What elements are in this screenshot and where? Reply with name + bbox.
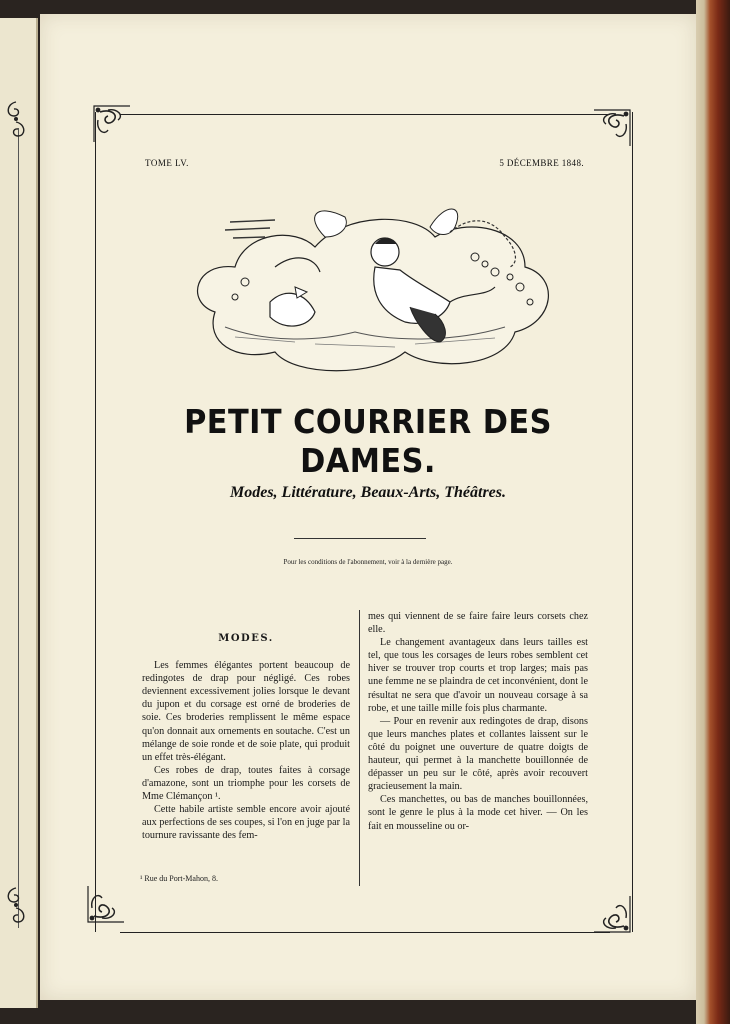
subscription-note: Pour les conditions de l'abonnement, voir à la dernière page. (283, 558, 453, 566)
section-title: MODES. (218, 633, 274, 644)
journal-title: PETIT COURRIER DES DAMES. (184, 402, 552, 480)
article-left-column (142, 614, 350, 842)
paragraph: Ces robes de drap, toutes faites à corsage d'amazone, sont un triomphe pour les corsets de Mme Clémançon ¹. (142, 764, 350, 803)
footnote: ¹ Rue du Port-Mahon, 8. (140, 874, 218, 883)
paragraph: Cette habile artiste semble encore avoir ajouté aux perfections de ses coupes, si l'on en juge par la tournure ravissante des fem- (142, 804, 350, 842)
previous-page-edge (0, 18, 38, 1008)
journal-page (40, 14, 696, 1000)
corner-ornament-icon (84, 882, 128, 926)
cherub-vignette-illustration (175, 192, 555, 382)
divider (294, 538, 426, 539)
paragraph: Les femmes élégantes portent beaucoup de redingotes de drap pour négligé. Ces robes deviennent excessivement jolies lorsque le devant du jupon et du corsage est orné de broderies de soie. Ces broderies remplissent le même espace qu'on donnait aux ornements en soutache. C'est un mélange de soie ronde et de soie plate, qui produit un effet très-élégant. (142, 660, 350, 763)
scroll-ornament-icon (2, 98, 30, 142)
book-binding-edge (696, 0, 730, 1024)
scroll-ornament-icon (2, 884, 30, 928)
previous-page-rule (18, 128, 19, 928)
frame-top-rule (120, 114, 610, 115)
corner-ornament-icon (90, 102, 134, 146)
paragraph: — Pour en revenir aux redingotes de drap, disons que leurs manches plates et collantes laissent sur le côté du poignet une ouverture de quatre doigts de hauteur, qui permet à la manchette bouillonnée de dépasser un peu sur le côté, après avoir recouvert gracieusement la main. (368, 715, 588, 793)
journal-subtitle: Modes, Littérature, Beaux-Arts, Théâtres. (229, 484, 506, 501)
column-divider (359, 610, 360, 886)
paragraph: mes qui viennent de se faire faire leurs corsets chez elle. (368, 611, 588, 636)
paragraph: Ces manchettes, ou bas de manches bouillonnées, sont le genre le plus à la mode cet hiver. — On les fait en mousseline ou or- (368, 794, 588, 832)
corner-ornament-icon (590, 892, 634, 936)
paragraph: Le changement avantageux dans leurs tailles est tel, que tous les corsages de leurs robes semblent cet hiver se trouver trop courts et trop larges; mais pas une femme ne se plaindra de cet inconvénient, dont le résultat ne sera que d'avoir un nouveau corsage à sa robe, et une taille mille fois plus charmante. (368, 637, 588, 714)
frame-bottom-rule (120, 932, 610, 933)
corner-ornament-icon (590, 106, 634, 150)
issue-date: 5 DÉCEMBRE 1848. (499, 158, 584, 168)
volume-label: TOME LV. (145, 158, 189, 168)
article-right-column (368, 610, 588, 833)
